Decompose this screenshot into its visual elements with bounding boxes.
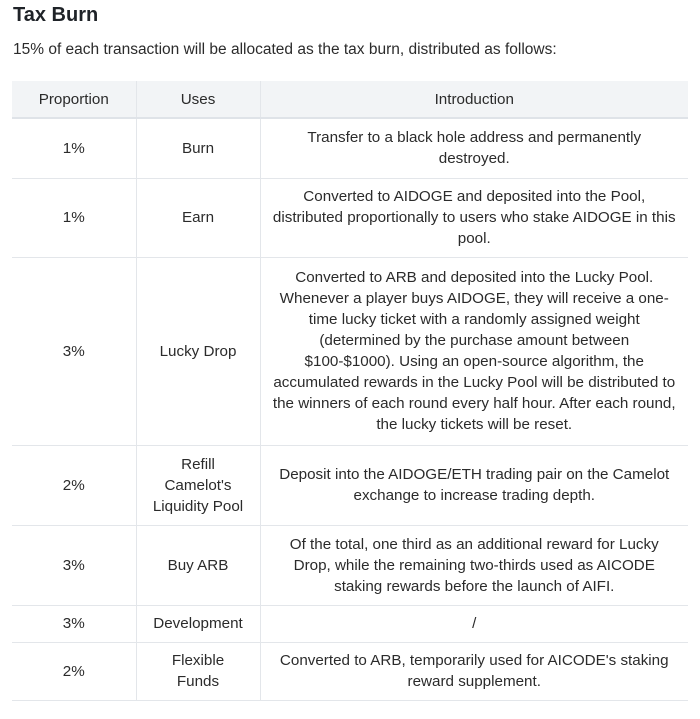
table-row (12, 178, 688, 257)
cell-introduction: Of the total, one third as an additional reward for Lucky Drop, while the remaining two-thirds used as AICODE staking rewards before the launch of AIFI. (260, 525, 688, 605)
cell-proportion: 3% (12, 605, 136, 642)
cell-introduction: / (260, 605, 688, 642)
table-row (12, 642, 688, 700)
table-row (12, 257, 688, 445)
cell-proportion: 1% (12, 178, 136, 257)
table-row (12, 525, 688, 605)
header-introduction: Introduction (260, 81, 688, 118)
tax-burn-table (12, 81, 688, 701)
table-row (12, 605, 688, 642)
cell-introduction: Converted to AIDOGE and deposited into the Pool, distributed proportionally to users who stake AIDOGE in this pool. (260, 178, 688, 257)
cell-introduction: Converted to ARB, temporarily used for AICODE's staking reward supplement. (260, 642, 688, 700)
cell-introduction: Converted to ARB and deposited into the Lucky Pool. Whenever a player buys AIDOGE, they will receive a one-time lucky ticket with a randomly assigned weight (determined by the purchase amount between $100-$1000). Using an open-source algorithm, the accumulated rewards in the Lucky Pool will be distributed to the winners of each round every half hour. After each round, the lucky tickets will be reset. (260, 257, 688, 445)
cell-use: Burn (136, 118, 260, 178)
cell-use: Earn (136, 178, 260, 257)
cell-use: Development (136, 605, 260, 642)
header-proportion: Proportion (12, 81, 136, 118)
section-title: Tax Burn (13, 4, 99, 26)
cell-use: Buy ARB (136, 525, 260, 605)
cell-proportion: 2% (12, 642, 136, 700)
table-row (12, 445, 688, 525)
cell-use: Flexible Funds (136, 642, 260, 700)
cell-use: Lucky Drop (136, 257, 260, 445)
cell-proportion: 3% (12, 257, 136, 445)
cell-introduction: Deposit into the AIDOGE/ETH trading pair on the Camelot exchange to increase trading depth. (260, 445, 688, 525)
cell-introduction: Transfer to a black hole address and permanently destroyed. (260, 118, 688, 178)
intro-text: 15% of each transaction will be allocated as the tax burn, distributed as follows: (13, 41, 557, 58)
table-row (12, 118, 688, 178)
cell-proportion: 3% (12, 525, 136, 605)
header-uses: Uses (136, 81, 260, 118)
cell-proportion: 1% (62, 139, 85, 157)
cell-use: Refill Camelot's Liquidity Pool (136, 445, 260, 525)
table-header-row (12, 81, 688, 118)
cell-proportion: 2% (12, 445, 136, 525)
